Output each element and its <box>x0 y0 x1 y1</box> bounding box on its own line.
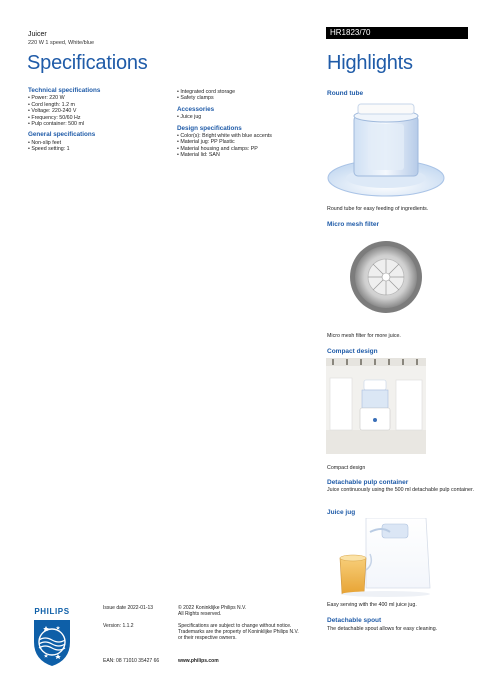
list-item: • Integrated cord storage <box>177 89 317 95</box>
general-specs-heading: General specifications <box>28 131 96 139</box>
list-item: • Safety clamps <box>177 95 317 101</box>
list-item: • Juice jug <box>177 114 317 120</box>
website-link[interactable]: www.philips.com <box>178 658 219 664</box>
rights: All Rights reserved. <box>178 611 222 618</box>
legal-notice <box>178 605 328 617</box>
list-item: • Speed setting: 1 <box>28 146 168 152</box>
issue-date: Issue date 2022-01-13 <box>103 605 154 611</box>
list-item: • Material housing and clamps: PP <box>177 146 317 152</box>
version: Version: 1.1.2 <box>103 623 134 629</box>
highlight-mesh-filter-title: Micro mesh filter <box>327 221 380 228</box>
list-item: • Power: 220 W <box>28 95 168 101</box>
compact-design-image <box>326 358 426 454</box>
list-item: • Voltage: 220-240 V <box>28 108 168 114</box>
spec-column-2 <box>177 89 317 159</box>
mesh-filter-image <box>326 232 446 327</box>
disclaimer <box>178 623 328 642</box>
list-item: • Color(s): Bright white with blue accents <box>177 133 317 139</box>
list-item: • Non-slip feet <box>28 140 168 146</box>
highlight-round-tube-title: Round tube <box>327 90 364 97</box>
highlight-juice-jug-title: Juice jug <box>327 509 356 516</box>
disclaimer-line: Specifications are subject to change without notice. <box>178 623 292 629</box>
model-number-bar: HR1823/70 <box>326 27 468 39</box>
highlight-round-tube-text: Round tube for easy feeding of ingredients. <box>327 206 429 212</box>
list-item: • Cord length: 1.2 m <box>28 102 168 108</box>
highlight-pulp-container-title: Detachable pulp container <box>327 479 409 486</box>
list-item: • Material lid: SAN <box>177 152 317 158</box>
technical-specs-list <box>28 95 168 127</box>
juice-jug-image <box>326 518 446 598</box>
highlight-juice-jug-text: Easy serving with the 400 ml juice jug. <box>327 602 417 608</box>
product-subtitle: 220 W 1 speed, White/blue <box>28 40 95 46</box>
general-specs-list <box>28 140 168 153</box>
highlight-compact-design-title: Compact design <box>327 348 378 355</box>
svg-text:PHILIPS: PHILIPS <box>34 607 70 616</box>
spec-column-1 <box>28 88 168 153</box>
disclaimer-line: or their respective owners. <box>178 635 237 642</box>
highlight-spout-title: Detachable spout <box>327 617 382 624</box>
highlight-mesh-filter-text: Micro mesh filter for more juice. <box>327 333 401 339</box>
product-name: Juicer <box>28 31 47 38</box>
general-specs-continued <box>177 89 317 102</box>
highlight-compact-design-text: Compact design <box>327 465 366 471</box>
highlights-title: Highlights <box>327 52 413 74</box>
list-item: • Material jug: PP Plastic <box>177 139 317 145</box>
philips-logo <box>28 606 76 668</box>
accessories-heading: Accessories <box>177 105 215 113</box>
disclaimer-line: Trademarks are the property of Koninklijke Philips N.V. <box>178 629 299 636</box>
design-specs-heading: Design specifications <box>177 124 242 132</box>
round-tube-image <box>326 100 446 200</box>
highlight-pulp-container-text: Juice continuously using the 500 ml detachable pulp container. <box>327 487 474 493</box>
technical-specs-heading: Technical specifications <box>28 87 101 94</box>
list-item: • Frequency: 50/60 Hz <box>28 115 168 121</box>
copyright: © 2022 Koninklijke Philips N.V. <box>178 605 247 611</box>
ean-code: EAN: 08 71010 35427 66 <box>103 658 160 664</box>
specifications-title: Specifications <box>27 52 148 74</box>
design-specs-list <box>177 133 317 159</box>
list-item: • Pulp container: 500 ml <box>28 121 168 127</box>
highlight-spout-text: The detachable spout allows for easy cleaning. <box>327 626 438 632</box>
